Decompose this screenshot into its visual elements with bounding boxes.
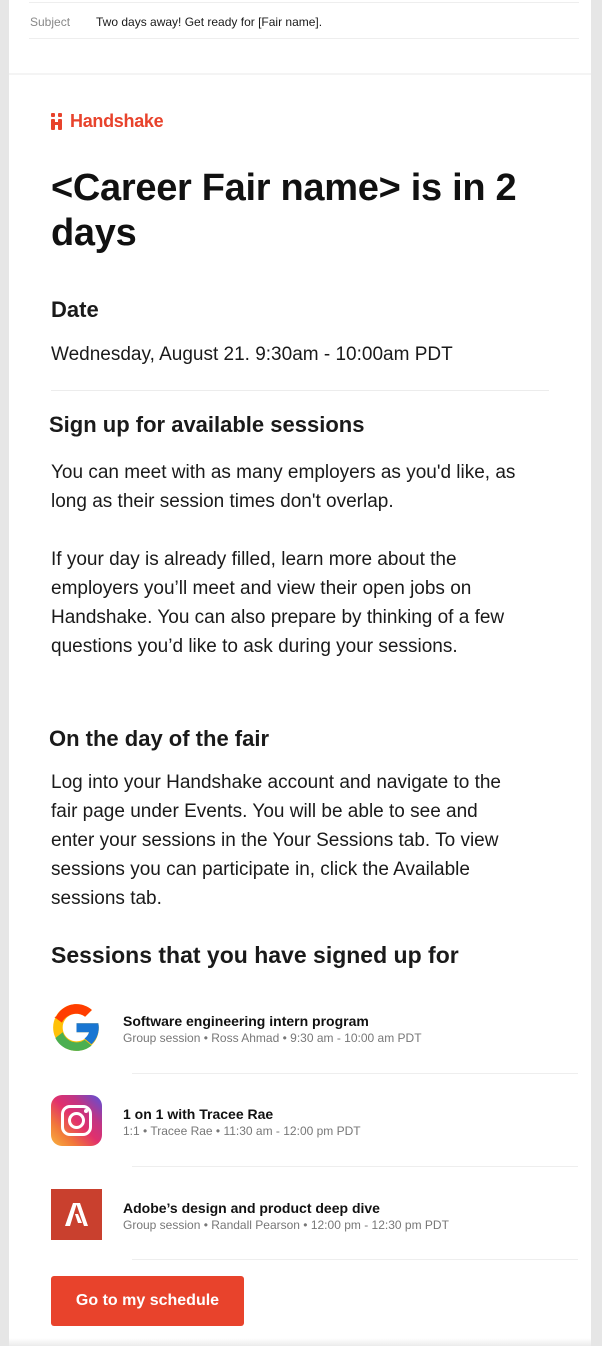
date-value: Wednesday, August 21. 9:30am - 10:00am PDT — [51, 344, 453, 365]
session-item[interactable] — [51, 1189, 571, 1241]
date-title: Date — [51, 297, 99, 322]
session-item[interactable] — [51, 1002, 571, 1054]
session-divider — [132, 1073, 578, 1074]
instagram-logo-icon — [51, 1095, 102, 1146]
session-title: Adobe’s design and product deep dive — [123, 1200, 380, 1216]
signup-title: Sign up for available sessions — [49, 412, 365, 437]
fair-day-paragraph: Log into your Handshake account and navigate to the fair page under Events. You will be able to see and enter your sessions in the Your Sessions tab. To view sessions you can participate in, click the Available sessions tab. — [51, 772, 501, 909]
session-meta: Group session • Randall Pearson • 12:00 pm - 12:30 pm PDT — [123, 1218, 449, 1232]
section-divider — [51, 390, 549, 391]
go-to-schedule-button[interactable]: Go to my schedule — [51, 1276, 244, 1326]
header-divider — [9, 73, 591, 75]
subject-label: Subject — [30, 15, 71, 29]
signup-paragraph-1: You can meet with as many employers as you'd like, as long as their session times don't overlap. — [51, 462, 516, 512]
handshake-mark-icon — [51, 112, 67, 130]
session-title: 1 on 1 with Tracee Rae — [123, 1106, 274, 1122]
adobe-logo-icon — [51, 1189, 102, 1240]
session-meta: 1:1 • Tracee Rae • 11:30 am - 12:00 pm PDT — [123, 1124, 361, 1138]
session-meta: Group session • Ross Ahmad • 9:30 am - 10:00 am PDT — [123, 1031, 422, 1045]
page-title: <Career Fair name> is in 2 days — [51, 167, 517, 254]
google-logo-icon — [51, 1002, 102, 1053]
subject-text: Two days away! Get ready for [Fair name]. — [96, 15, 323, 29]
session-title: Software engineering intern program — [123, 1013, 369, 1029]
subject-row — [29, 2, 579, 39]
email-body — [9, 0, 591, 1346]
session-divider — [132, 1166, 578, 1167]
signup-paragraph-2: If your day is already filled, learn more about the employers you’ll meet and view their open jobs on Handshake. You can also prepare by thinking of a few questions you’d like to ask during your sessions. — [51, 549, 505, 657]
fair-day-title: On the day of the fair — [49, 726, 270, 751]
session-item[interactable] — [51, 1095, 571, 1147]
handshake-logo — [51, 110, 163, 132]
brand-name: Handshake — [70, 110, 164, 131]
footer-edge — [9, 1338, 591, 1346]
session-divider — [132, 1259, 578, 1260]
sessions-title: Sessions that you have signed up for — [51, 942, 459, 968]
